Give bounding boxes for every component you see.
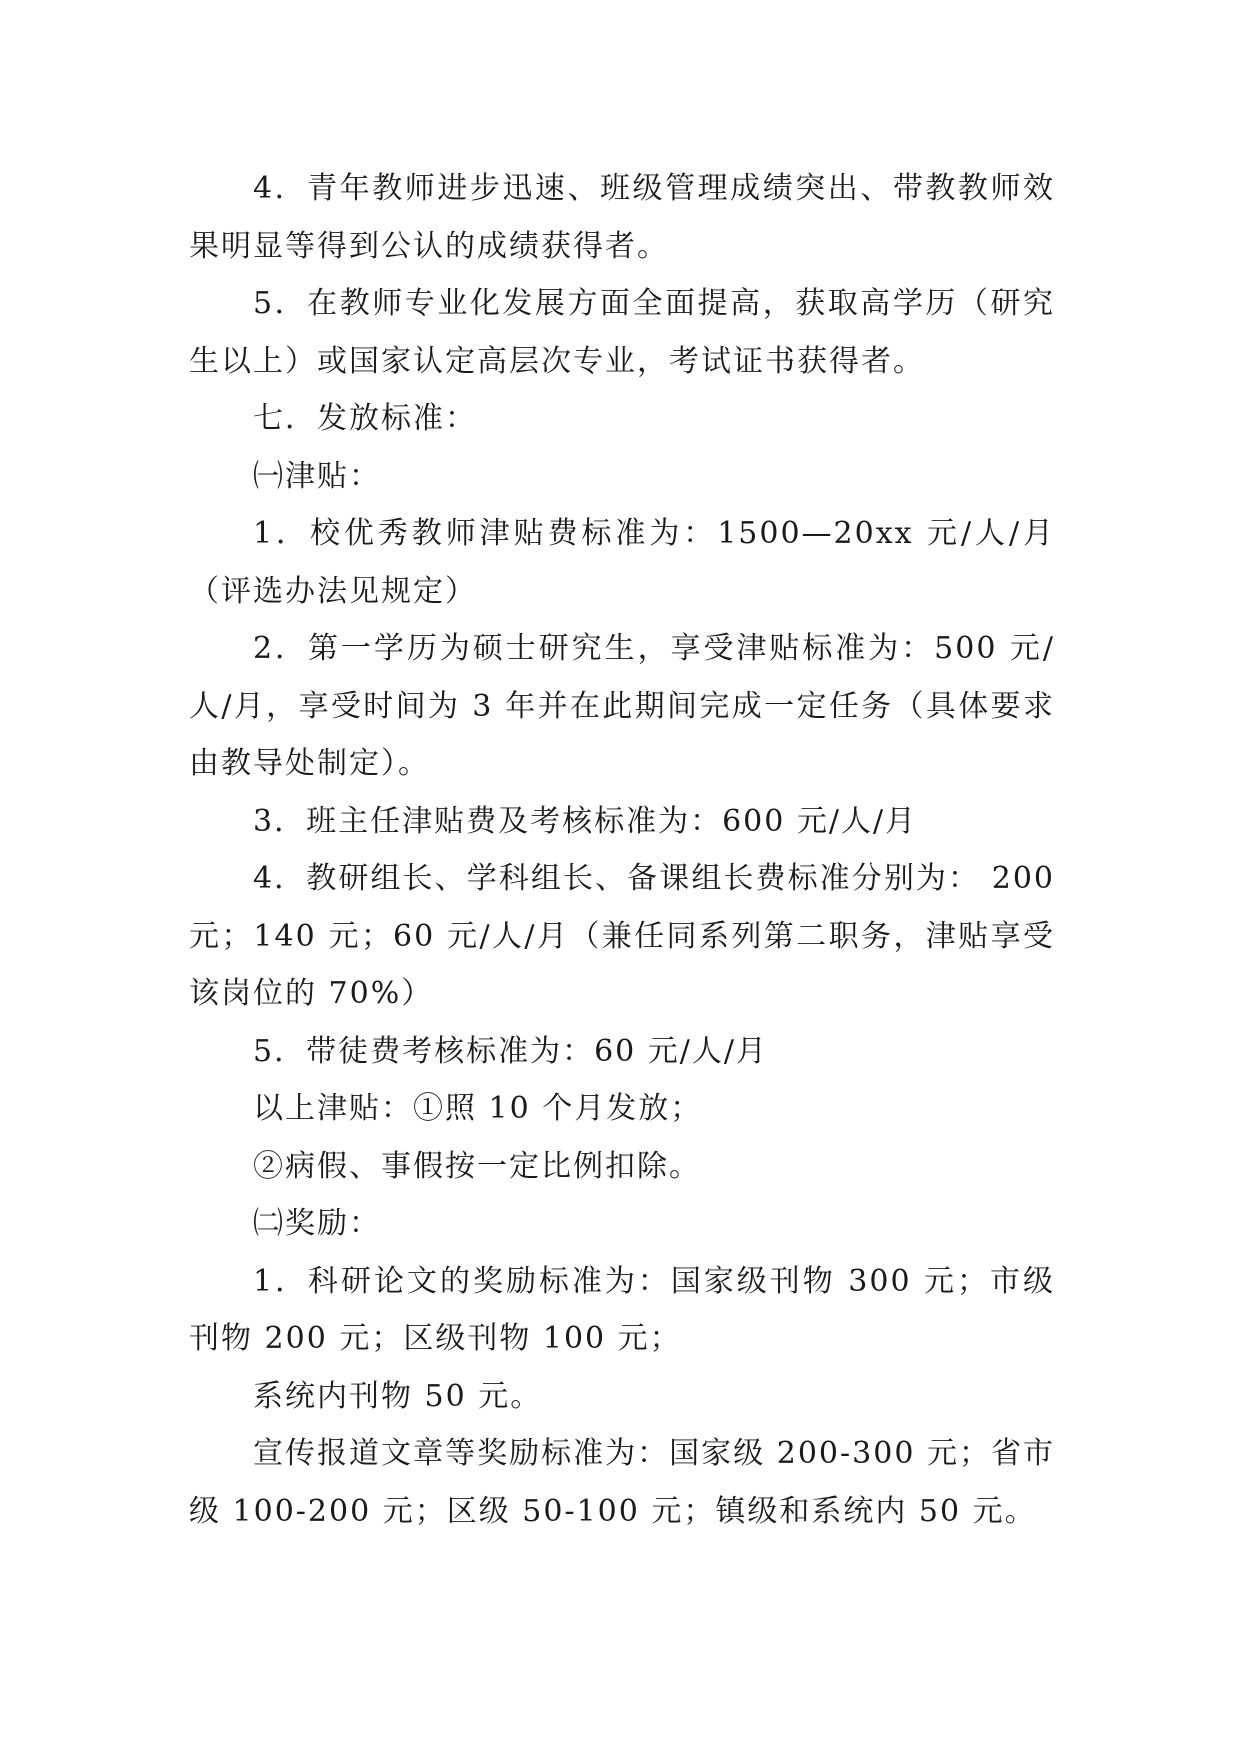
allowance-note-ten-months: 以上津贴：①照 10 个月发放； (253, 1091, 703, 1126)
section-heading-payment-standards: 七．发放标准： (253, 401, 477, 436)
allowance-item-class-teacher: 3．班主任津贴费及考核标准为：600 元/人/月 (253, 803, 918, 839)
allowance-item-masters-degree: 2．第一学历为硕士研究生，享受津贴标准为：500 元/人/月，享受时间为 3 年并在此期间完成一定任务（具体要求由教导处制定）。 (189, 631, 1055, 781)
subsection-heading-rewards: ㈡奖励： (253, 1206, 381, 1241)
paragraph-item-5-professional-development: 5．在教师专业化发展方面全面提高，获取高学历（研究生以上）或国家认定高层次专业，考试证书获得者。 (189, 286, 1055, 379)
reward-item-publicity-articles: 宣传报道文章等奖励标准为：国家级 200-300 元；省市级 100-200 元；区级 50-100 元；镇级和系统内 50 元。 (189, 1436, 1055, 1529)
allowance-item-mentoring: 5．带徒费考核标准为：60 元/人/月 (253, 1033, 769, 1069)
reward-item-internal-journal: 系统内刊物 50 元。 (253, 1378, 543, 1414)
paragraph-item-4-young-teachers: 4．青年教师进步迅速、班级管理成绩突出、带教教师效果明显等得到公认的成绩获得者。 (189, 171, 1055, 264)
subsection-heading-allowance: ㈠津贴： (253, 458, 381, 494)
allowance-item-group-leaders: 4．教研组长、学科组长、备课组长费标准分别为： 200 元；140 元；60 元/人/月（兼任同系列第二职务，津贴享受该岗位的 70%） (189, 861, 1055, 1011)
allowance-note-leave-deduction: ②病假、事假按一定比例扣除。 (253, 1148, 701, 1184)
document-body (189, 160, 1055, 1540)
reward-item-research-papers: 1．科研论文的奖励标准为：国家级刊物 300 元；市级刊物 200 元；区级刊物 100 元； (189, 1263, 1055, 1356)
allowance-item-excellent-teacher: 1．校优秀教师津贴费标准为：1500—20xx 元/人/月（评选办法见规定） (189, 516, 1055, 609)
